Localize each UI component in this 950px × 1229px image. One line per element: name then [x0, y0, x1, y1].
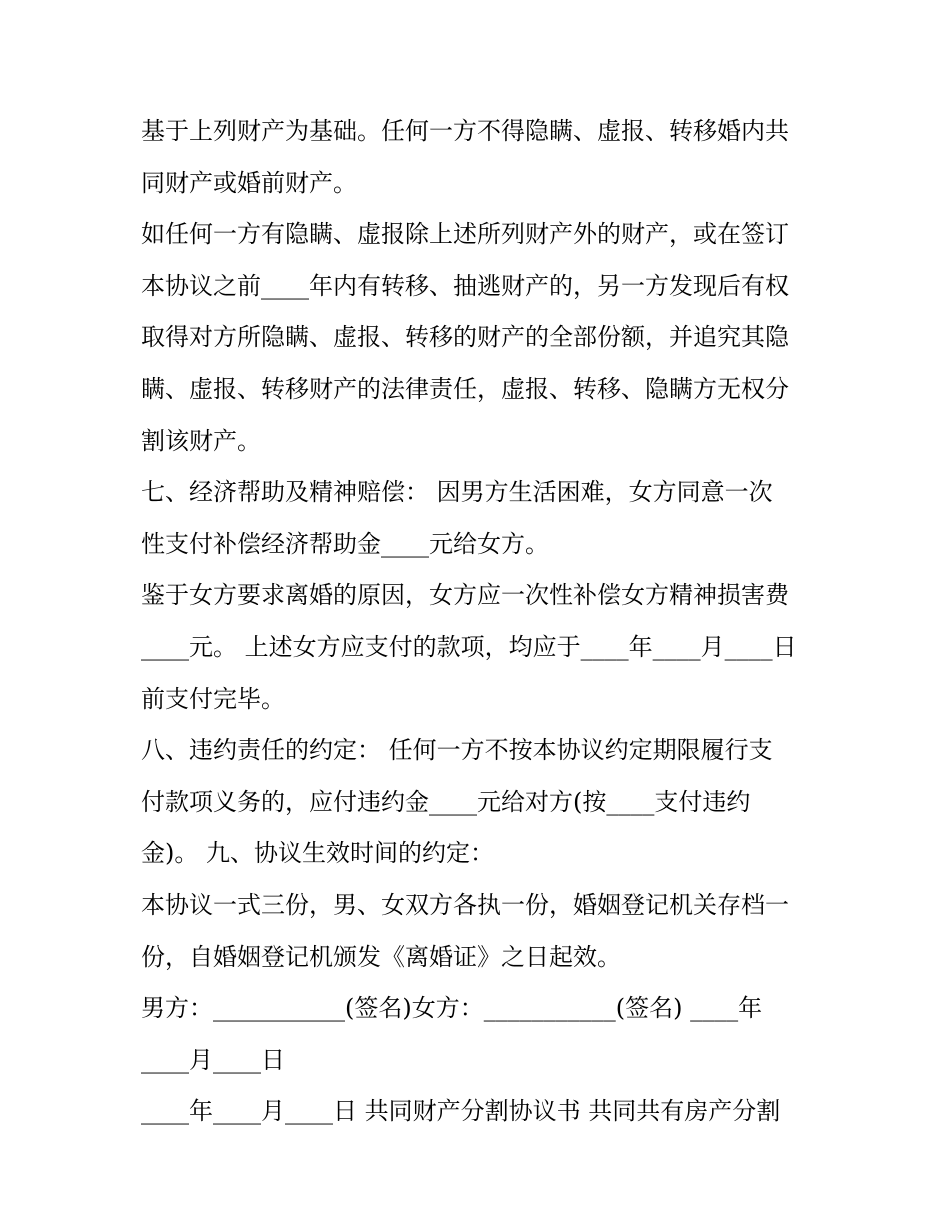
- text-line: 瞒、虚报、转移财产的法律责任，虚报、转移、隐瞒方无权分: [141, 374, 789, 403]
- text-line: 份，自婚姻登记机颁发《离婚证》之日起效。: [141, 942, 621, 971]
- text-line: 同财产或婚前财产。: [141, 168, 357, 197]
- text-line: 取得对方所隐瞒、虚报、转移的财产的全部份额，并追究其隐: [141, 323, 789, 352]
- signature-line: 男方：___________(签名)女方：___________(签名) ____年: [141, 994, 763, 1023]
- text-line: ____元。 上述女方应支付的款项，均应于____年____月____日: [141, 632, 797, 661]
- text-line: ____年____月____日 共同财产分割协议书 共同共有房产分割: [141, 1097, 781, 1126]
- section-heading-line: 八、违约责任的约定： 任何一方不按本协议约定期限履行支: [141, 736, 773, 765]
- section-heading-line: 七、经济帮助及精神赔偿： 因男方生活困难，女方同意一次: [141, 478, 773, 507]
- text-line: 前支付完毕。: [141, 684, 285, 713]
- text-line: 如任何一方有隐瞒、虚报除上述所列财产外的财产，或在签订: [141, 220, 789, 249]
- text-line: 本协议之前____年内有转移、抽逃财产的，另一方发现后有权: [141, 271, 789, 300]
- text-line: 鉴于女方要求离婚的原因，女方应一次性补偿女方精神损害费: [141, 581, 789, 610]
- text-line: 割该财产。: [141, 426, 261, 455]
- text-line: 付款项义务的，应付违约金____元给对方(按____支付违约: [141, 787, 751, 816]
- text-line: 性支付补偿经济帮助金____元给女方。: [141, 529, 549, 558]
- document-body: [141, 106, 821, 1138]
- text-line: 本协议一式三份，男、女双方各执一份，婚姻登记机关存档一: [141, 890, 789, 919]
- section-heading-line: 金)。 九、协议生效时间的约定：: [141, 839, 494, 868]
- date-line: ____月____日: [141, 1045, 285, 1074]
- text-line: 基于上列财产为基础。任何一方不得隐瞒、虚报、转移婚内共: [141, 117, 789, 145]
